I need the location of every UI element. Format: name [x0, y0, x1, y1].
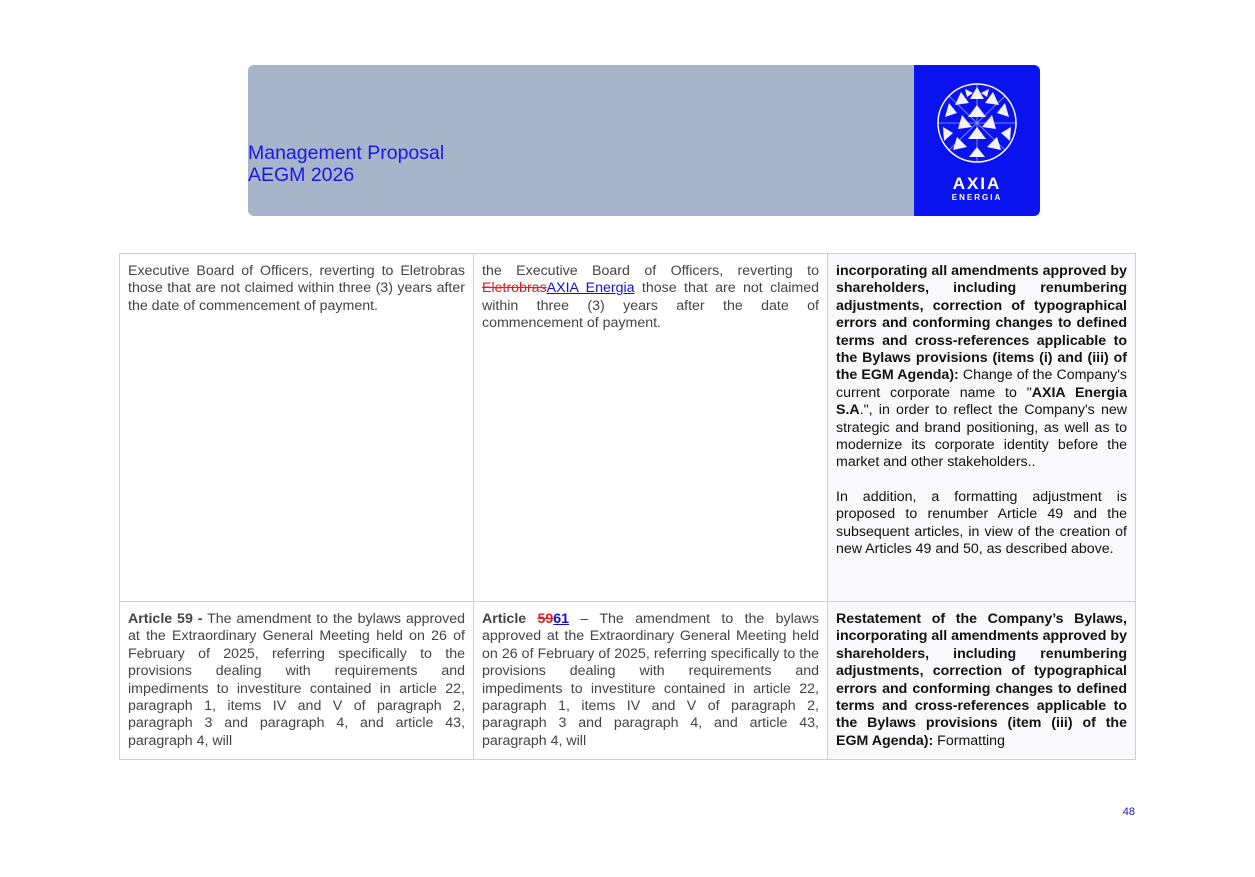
axia-energia-logo	[914, 65, 1040, 216]
page-number: 48	[1122, 806, 1135, 818]
table-row	[120, 254, 1136, 602]
logo-subtext: ENERGIA	[951, 193, 1003, 202]
proposed-text-cell: the Executive Board of Officers, reverting to EletrobrasAXIA Energia those that are not claimed within three (3) years after the date of commencement of payment.	[474, 254, 828, 602]
inserted-text: AXIA Energia	[546, 280, 635, 297]
deleted-text: 59	[537, 611, 554, 627]
logo-text: AXIA	[952, 174, 1002, 193]
justification-cell: Restatement of the Company’s Bylaws, incorporating all amendments approved by shareholders, including renumbering adjustments, correction of typographical errors and conforming changes to defined terms and cross-references applicable to the Bylaws provisions (item (iii) of the EGM Agenda): Formatting	[828, 602, 1136, 760]
page-title	[248, 142, 444, 186]
table-row	[120, 602, 1136, 760]
globe-icon	[914, 65, 1040, 175]
current-text-cell: Article 59 - The amendment to the bylaws approved at the Extraordinary General Meeting held on 26 of February of 2025, referring specifically to the provisions dealing with requirements and impediments to investiture contained in article 22, paragraph 1, items IV and V of paragraph 2, paragraph 3 and paragraph 4, and article 43, paragraph 4, will	[120, 602, 474, 760]
justification-cell: incorporating all amendments approved by shareholders, including renumbering adjustments, correction of typographical errors and conforming changes to defined terms and cross-references applicable to the Bylaws provisions (items (i) and (iii) of the EGM Agenda): Change of the Company's current corporate name to "AXIA Energia S.A.", in order to reflect the Company's new strategic and brand positioning, as well as to modernize its corporate identity before the market and other stakeholders.. In addition, a formatting adjustment is proposed to renumber Article 49 and the subsequent articles, in view of the creation of new Articles 49 and 50, as described above.	[828, 254, 1136, 602]
bylaws-comparison-table	[119, 253, 1136, 760]
title-line-1: Management Proposal	[248, 142, 445, 164]
header-band	[248, 65, 914, 216]
deleted-text: Eletrobras	[482, 280, 547, 297]
current-text-cell: Executive Board of Officers, reverting to Eletrobras those that are not claimed within three (3) years after the date of commencement of payment.	[120, 254, 474, 602]
inserted-text: 61	[553, 611, 570, 627]
title-line-2: AEGM 2026	[248, 164, 355, 186]
proposed-text-cell: Article 5961 – The amendment to the bylaws approved at the Extraordinary General Meeting held on 26 of February of 2025, referring specifically to the provisions dealing with requirements and impediments to investiture contained in article 22, paragraph 1, items IV and V of paragraph 2, paragraph 3 and paragraph 4, and article 43, paragraph 4, will	[474, 602, 828, 760]
